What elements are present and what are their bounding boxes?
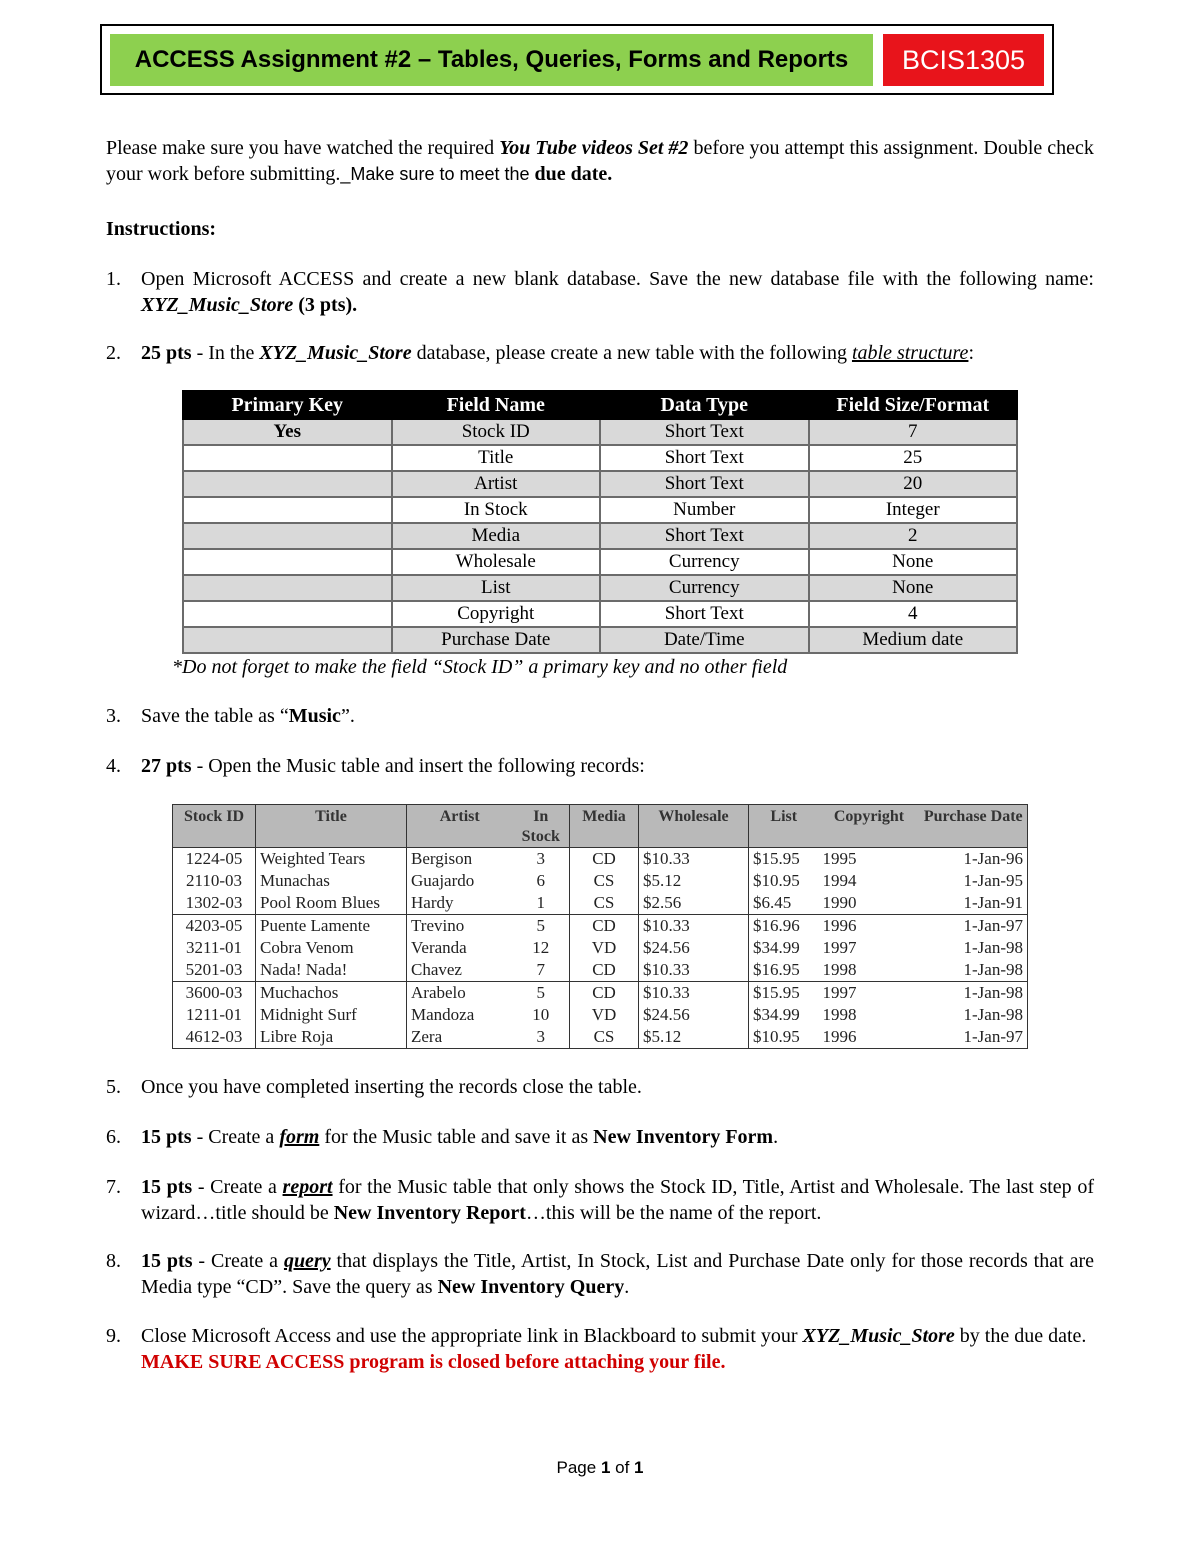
record-cell: 4612-03 (173, 1026, 256, 1049)
record-cell: $15.95 (749, 848, 819, 871)
item-5 (141, 1074, 1094, 1100)
structure-cell: In Stock (392, 497, 601, 523)
record-cell: 1 (513, 892, 570, 915)
record-cell: $10.33 (639, 848, 749, 871)
item-7-number: 7. (106, 1176, 121, 1198)
structure-row (183, 627, 1017, 653)
structure-cell: Short Text (600, 471, 809, 497)
form-name: New Inventory Form (593, 1126, 774, 1148)
record-cell: CS (570, 1026, 639, 1049)
item-1-text: Open Microsoft ACCESS and create a new blank database. Save the new database file with the following name: (141, 268, 1094, 290)
structure-row (183, 601, 1017, 627)
record-cell: Bergison (407, 848, 513, 871)
item-2-text-2: database, please create a new table with the following (411, 342, 852, 364)
structure-cell: Short Text (600, 445, 809, 471)
record-cell: Weighted Tears (256, 848, 407, 871)
structure-cell: Short Text (600, 601, 809, 627)
record-cell: 5 (536, 916, 545, 935)
record-cell: Pool Room Blues (256, 892, 407, 915)
record-cell: CD (570, 982, 639, 1005)
structure-cell: Number (600, 497, 809, 523)
record-cell: Guajardo (407, 870, 513, 892)
structure-row (183, 419, 1017, 445)
structure-cell: Currency (600, 549, 809, 575)
record-cell: 1-Jan-98 (920, 959, 1028, 982)
item-2 (141, 340, 1094, 366)
structure-cell: 4 (809, 601, 1018, 627)
structure-cell: None (809, 549, 1018, 575)
record-cell: VD (570, 1004, 639, 1026)
item-8-text-2: that displays the Title, Artist, In Stock, List and Purchase Date only for those records that are Media type “CD”. Save the query as (141, 1250, 1094, 1298)
instructions-heading: Instructions: (106, 218, 217, 240)
structure-row (183, 471, 1017, 497)
structure-cell (183, 627, 392, 653)
item-1 (141, 266, 1094, 318)
structure-cell: Purchase Date (392, 627, 601, 653)
item-6-text-2: for the Music table and save it as (319, 1126, 594, 1148)
structure-cell (183, 445, 392, 471)
item-9-text: Close Microsoft Access and use the appropriate link in Blackboard to submit your (141, 1325, 803, 1347)
item-6-number: 6. (106, 1126, 121, 1148)
structure-cell: Short Text (600, 523, 809, 549)
record-cell: CS (570, 870, 639, 892)
record-cell: Veranda (407, 937, 513, 959)
structure-row (183, 445, 1017, 471)
record-cell: 1302-03 (173, 892, 256, 915)
records-header-cell: List (749, 805, 819, 848)
structure-cell: Yes (183, 419, 392, 445)
record-cell: 2110-03 (173, 870, 256, 892)
record-cell: $10.95 (749, 870, 819, 892)
record-cell: Trevino (407, 915, 513, 938)
records-header-cell: Artist (407, 805, 513, 848)
item-4-points: 27 pts (141, 755, 192, 777)
structure-row (183, 575, 1017, 601)
record-cell: Midnight Surf (256, 1004, 407, 1026)
record-cell: Libre Roja (256, 1026, 407, 1049)
report-name: New Inventory Report (333, 1202, 526, 1224)
record-cell: CS (570, 892, 639, 915)
due-date-emphasis: due date. (534, 163, 613, 185)
structure-cell: Short Text (600, 419, 809, 445)
structure-cell: Title (392, 445, 601, 471)
structure-row (183, 523, 1017, 549)
records-header-cell: Wholesale (639, 805, 749, 848)
records-row (173, 848, 1028, 871)
record-cell: 1-Jan-95 (920, 870, 1028, 892)
assignment-header (100, 24, 1054, 95)
records-row (173, 1004, 1028, 1026)
record-cell: Arabelo (407, 982, 513, 1005)
record-cell: Nada! Nada! (256, 959, 407, 982)
record-cell: 1-Jan-98 (920, 1004, 1028, 1026)
item-8-number: 8. (106, 1250, 121, 1272)
intro-paragraph (106, 135, 1096, 187)
record-cell: 3600-03 (173, 982, 256, 1005)
primary-key-note: *Do not forget to make the field “Stock ID” a primary key and no other field (172, 656, 788, 678)
item-9-text-2: by the due date. (954, 1325, 1087, 1347)
table-structure (182, 390, 1018, 654)
records-row (173, 982, 1028, 1005)
item-3-number: 3. (106, 705, 121, 727)
record-cell: CD (570, 959, 639, 982)
record-cell: 1997 (822, 983, 857, 1002)
record-cell: 1-Jan-98 (920, 937, 1028, 959)
structure-row (183, 497, 1017, 523)
record-cell: Hardy (407, 892, 513, 915)
intro-text-2: before you attempt this assignment. Double check your work before submitting. (106, 137, 1094, 185)
record-cell: Chavez (407, 959, 513, 982)
record-cell: Munachas (256, 870, 407, 892)
query-name: New Inventory Query (437, 1276, 625, 1298)
item-7-points: 15 pts (141, 1176, 193, 1198)
item-8-text: - Create a (192, 1250, 284, 1272)
record-cell: $24.56 (639, 937, 749, 959)
record-cell: $24.56 (639, 1004, 749, 1026)
footer-page-total: 1 (634, 1458, 644, 1477)
structure-cell (183, 601, 392, 627)
item-3 (141, 703, 1094, 729)
structure-cell: Media (392, 523, 601, 549)
record-cell: 3 (513, 1026, 570, 1049)
record-cell: 1-Jan-97 (920, 1026, 1028, 1049)
record-cell: $5.12 (639, 1026, 749, 1049)
item-2-text: - In the (191, 342, 260, 364)
records-header-cell: In Stock (513, 805, 570, 848)
structure-header-row (183, 391, 1017, 419)
structure-cell: Date/Time (600, 627, 809, 653)
structure-cell: Currency (600, 575, 809, 601)
record-cell: 12 (532, 938, 550, 957)
record-cell: 1997 (822, 938, 857, 957)
records-row (173, 870, 1028, 892)
record-cell: 1998 (819, 959, 920, 982)
record-cell: 3 (536, 849, 545, 868)
records-row (173, 937, 1028, 959)
structure-cell: None (809, 575, 1018, 601)
structure-cell: List (392, 575, 601, 601)
record-cell: 1998 (822, 1005, 857, 1024)
item-8-text-3: . (624, 1276, 630, 1298)
structure-cell (183, 471, 392, 497)
page-footer (0, 1458, 1200, 1478)
table-structure-reference: table structure (851, 342, 969, 364)
records-row (173, 892, 1028, 915)
videos-reference: You Tube videos Set #2 (499, 137, 689, 159)
record-cell: $10.95 (749, 1026, 819, 1049)
item-6-text: - Create a (191, 1126, 280, 1148)
structure-cell: Artist (392, 471, 601, 497)
assignment-title: ACCESS Assignment #2 – Tables, Queries, Forms and Reports (110, 34, 873, 86)
intro-text-3: _Make sure to meet the (340, 164, 535, 184)
record-cell: Cobra Venom (256, 937, 407, 959)
structure-cell (183, 549, 392, 575)
structure-cell: 20 (809, 471, 1018, 497)
record-cell: 10 (532, 1005, 550, 1024)
record-cell: 1994 (822, 871, 857, 890)
structure-cell (183, 523, 392, 549)
structure-cell (183, 497, 392, 523)
record-cell: $6.45 (749, 892, 819, 915)
record-cell: Muchachos (256, 982, 407, 1005)
item-1-db-name: XYZ_Music_Store (141, 294, 294, 316)
record-cell: CD (570, 915, 639, 938)
records-header-row (173, 805, 1028, 848)
records-header-cell: Copyright (819, 805, 920, 848)
item-2-db-name: XYZ_Music_Store (259, 342, 412, 364)
query-keyword: query (283, 1250, 331, 1272)
record-cell: $2.56 (639, 892, 749, 915)
item-9 (141, 1323, 1094, 1375)
item-3-text-2: ”. (340, 705, 355, 727)
item-2-points: 25 pts (141, 342, 192, 364)
form-keyword: form (279, 1126, 320, 1148)
structure-cell: Wholesale (392, 549, 601, 575)
item-1-points: (3 pts). (293, 294, 358, 316)
close-access-warning: MAKE SURE ACCESS program is closed before attaching your file. (141, 1351, 726, 1373)
record-cell: 1-Jan-91 (920, 892, 1028, 915)
records-row (173, 1026, 1028, 1049)
records-header-cell: Media (570, 805, 639, 848)
structure-cell: Integer (809, 497, 1018, 523)
footer-of-label: of (610, 1458, 635, 1477)
record-cell: 4203-05 (173, 915, 256, 938)
item-8 (141, 1248, 1094, 1300)
record-cell: 3211-01 (173, 937, 256, 959)
records-header-cell: Stock ID (173, 805, 256, 848)
item-2-number: 2. (106, 342, 121, 364)
record-cell: CD (570, 848, 639, 871)
record-cell: 5201-03 (173, 959, 256, 982)
structure-row (183, 549, 1017, 575)
structure-cell: 2 (809, 523, 1018, 549)
item-5-number: 5. (106, 1076, 121, 1098)
record-cell: $34.99 (749, 1004, 819, 1026)
structure-header-cell: Field Size/Format (809, 391, 1018, 419)
structure-cell: 25 (809, 445, 1018, 471)
item-7-text-2: for the Music table that only shows the Stock ID, Title, Artist and Wholesale. The last step of wizard…title should be (141, 1176, 1094, 1224)
structure-cell: Stock ID (392, 419, 601, 445)
structure-header-cell: Field Name (392, 391, 601, 419)
item-4-text: - Open the Music table and insert the following records: (191, 755, 645, 777)
record-cell: VD (570, 937, 639, 959)
record-cell: 1224-05 (173, 848, 256, 871)
record-cell: $10.33 (639, 982, 749, 1005)
record-cell: 1996 (819, 1026, 920, 1049)
record-cell: $16.96 (749, 915, 819, 938)
record-cell: 1-Jan-97 (920, 915, 1028, 938)
item-5-text: Once you have completed inserting the records close the table. (141, 1076, 642, 1098)
course-code: BCIS1305 (883, 34, 1044, 86)
structure-cell: Medium date (809, 627, 1018, 653)
report-keyword: report (282, 1176, 333, 1198)
structure-cell: Copyright (392, 601, 601, 627)
record-cell: $10.33 (639, 959, 749, 982)
record-cell: 1211-01 (173, 1004, 256, 1026)
item-6-points: 15 pts (141, 1126, 192, 1148)
record-cell: 7 (513, 959, 570, 982)
record-cell: Zera (407, 1026, 513, 1049)
structure-cell (183, 575, 392, 601)
record-cell: $10.33 (639, 915, 749, 938)
record-cell: 5 (536, 983, 545, 1002)
record-cell: Puente Lamente (256, 915, 407, 938)
item-4-number: 4. (106, 755, 121, 777)
item-6 (141, 1124, 1094, 1150)
item-2-text-3: : (968, 342, 974, 364)
item-8-points: 15 pts (141, 1250, 193, 1272)
footer-page-label: Page (556, 1458, 601, 1477)
record-cell: Mandoza (407, 1004, 513, 1026)
records-table (172, 804, 1028, 1049)
item-9-number: 9. (106, 1325, 121, 1347)
item-6-text-3: . (773, 1126, 779, 1148)
record-cell: $5.12 (639, 870, 749, 892)
records-row (173, 959, 1028, 982)
footer-page-number: 1 (600, 1458, 611, 1477)
item-7 (141, 1174, 1094, 1226)
item-9-db-name: XYZ_Music_Store (802, 1325, 955, 1347)
structure-cell: 7 (809, 419, 1018, 445)
record-cell: 1-Jan-98 (920, 982, 1028, 1005)
record-cell: 1990 (819, 892, 920, 915)
record-cell: 1995 (822, 849, 857, 868)
item-1-number: 1. (106, 268, 121, 290)
record-cell: 1996 (822, 916, 857, 935)
item-7-text-3: …this will be the name of the report. (525, 1202, 822, 1224)
intro-text: Please make sure you have watched the required (106, 137, 500, 159)
item-3-text: Save the table as “ (141, 705, 289, 727)
records-header-cell: Purchase Date (920, 805, 1028, 848)
structure-header-cell: Primary Key (183, 391, 392, 419)
records-row (173, 915, 1028, 938)
record-cell: $15.95 (749, 982, 819, 1005)
record-cell: $34.99 (749, 937, 819, 959)
table-name: Music (288, 705, 341, 727)
record-cell: 1-Jan-96 (920, 848, 1028, 871)
item-4 (141, 753, 1094, 779)
item-7-text: - Create a (192, 1176, 283, 1198)
structure-header-cell: Data Type (600, 391, 809, 419)
records-header-cell: Title (256, 805, 407, 848)
record-cell: $16.95 (749, 959, 819, 982)
record-cell: 6 (536, 871, 545, 890)
